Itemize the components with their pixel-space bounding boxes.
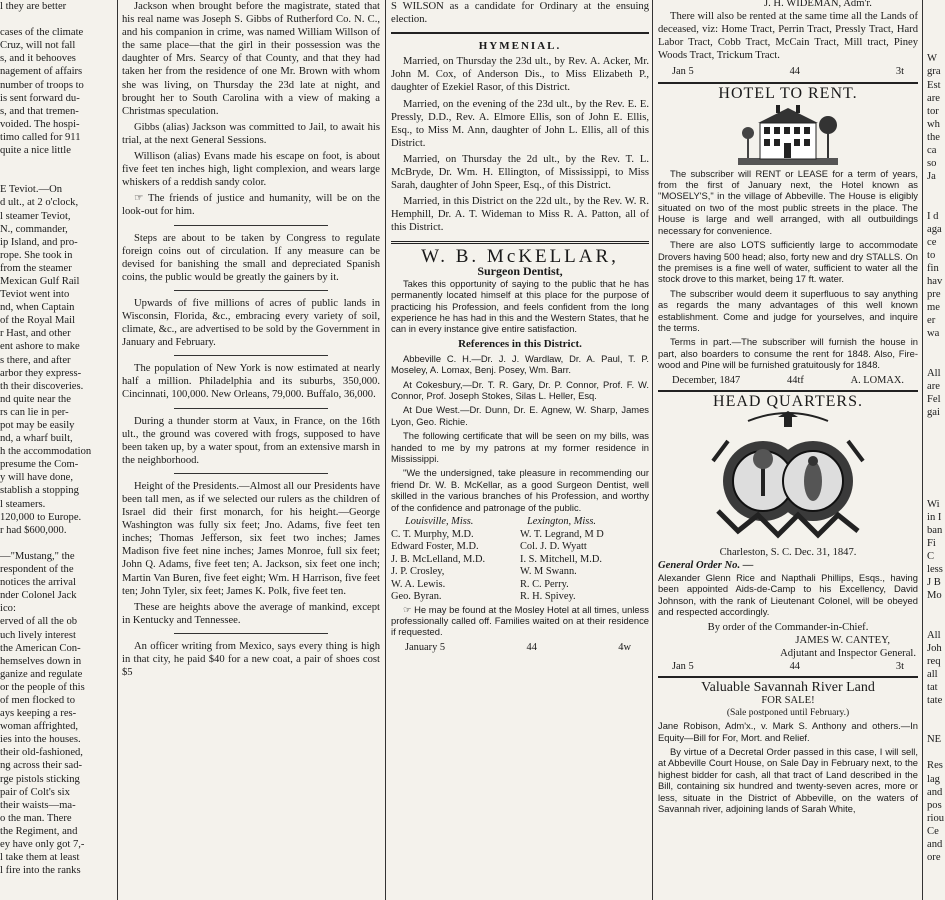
cutoff-text-line: Res	[927, 760, 943, 772]
cutoff-text-line: lag	[927, 773, 940, 785]
cutoff-text-line: l fire into the ranks	[0, 865, 81, 877]
cutoff-text-line: or the people of this	[0, 681, 85, 693]
hq-signature: JAMES W. CANTEY,	[795, 634, 890, 646]
hotel-paragraph: The subscriber will RENT or LEASE for a term of years, from the first of January next, the Hotel known as "MOSELY'S," in the village of Abbeville. The House is eligibly situated on two of the most public streets in the place. The House is large and well arranged, with all outbuildings necessary for convenience.	[658, 167, 918, 236]
cutoff-text-line: tate	[927, 694, 943, 706]
article-mexico: An officer writing from Mexico, says every thing is high in that city, he paid $40 for a new coat, a pair of shoes cost $5	[122, 640, 380, 679]
cutoff-text-line: their old-fashioned,	[0, 747, 83, 759]
signatory-name: W. A. Lewis.	[391, 578, 446, 590]
certificate-text: "We the undersigned, take pleasure in recommending our friend Dr. W. B. McKellar, as a good Surgeon Dentist, well skilled in the various branches of his Profession, and worthy of the confidence and patronage of the public.	[391, 467, 649, 513]
cutoff-text-line: fin	[927, 262, 939, 274]
hq-body: Alexander Glenn Rice and Napthali Phillips, Esqs., having been appointed Aids-de-Camp to his Excellency, David Johnson, with the rank of Lieutenant Colonel, will be obeyed and respected accordingly.	[658, 571, 918, 618]
cutoff-text-line	[927, 707, 945, 720]
signatory-name: W. M Swann.	[520, 566, 577, 578]
cutoff-text-line: voided. The hospi-	[0, 118, 80, 130]
article-frogs: During a thunder storm at Vaux, in France, on the 16th ult., the ground was covered with frogs, supposed to have been taken up, by a water spout, from an extensive marsh in the neighborhood.	[122, 415, 380, 466]
cutoff-text-line: Cruz, will not fall	[0, 40, 76, 52]
cutoff-text-line: ganize and regulate	[0, 668, 83, 680]
cutoff-text-line: the American Con-	[0, 642, 81, 654]
cutoff-text-line: req	[927, 655, 941, 667]
cutoff-text-line	[927, 720, 945, 733]
cutoff-text-line: nd quite near the	[0, 393, 71, 405]
marriage-notice: Married, on Thursday the 2d ult., by the Rev. T. L. McBryde, Dr. Wm. H. Ellington, of Mississippi, to Miss Sarah, daughter of John Speer, Esq., of this District.	[391, 153, 649, 192]
signatory-names	[391, 529, 649, 604]
column-4	[658, 0, 918, 900]
cutoff-text-line: s, and that tremen-	[0, 105, 79, 117]
footer-date: December, 1847	[672, 374, 741, 386]
cutoff-text-line: ca	[927, 145, 937, 157]
cutoff-text-line: r had $600,000.	[0, 524, 67, 536]
cutoff-text-line: ies into the houses.	[0, 734, 81, 746]
cutoff-text-line: —"Mustang," the	[0, 550, 75, 562]
divider	[391, 241, 649, 244]
cutoff-text-line: are	[927, 380, 940, 392]
cutoff-text-line: me	[927, 302, 940, 314]
cutoff-text-line: from the steamer	[0, 262, 72, 274]
cutoff-text-line: quite a nice little	[0, 145, 71, 157]
article-friends: ☞ The friends of justice and humanity, will be on the look-out for him.	[122, 193, 380, 218]
cutoff-text-line	[927, 39, 945, 52]
cutoff-text-line: NE	[927, 734, 942, 746]
dentist-footer	[391, 641, 649, 654]
cutoff-text-line: cases of the climate	[0, 27, 84, 39]
candidate-notice: S WILSON as a candidate for Ordinary at the ensuing election.	[391, 1, 649, 26]
hq-by-order: By order of the Commander-in-Chief.	[707, 621, 869, 633]
cutoff-text-line: are	[927, 92, 940, 104]
column-rule	[385, 0, 386, 900]
cutoff-text-line: th their discoveries.	[0, 380, 84, 392]
cutoff-text-line	[927, 445, 945, 458]
column-rule	[652, 0, 653, 900]
cutoff-text-line: their waists—ma-	[0, 799, 76, 811]
cutoff-text-line: 120,000 to Europe.	[0, 511, 82, 523]
cutoff-text-line: wa	[927, 328, 940, 340]
footer-date: Jan 5	[672, 66, 694, 78]
cutoff-text-line	[927, 0, 945, 13]
cutoff-text-line: ent ashore to make	[0, 341, 80, 353]
cutoff-text-line: l steamer Teviot,	[0, 210, 71, 222]
cutoff-text-line: the Regiment, and	[0, 825, 78, 837]
cutoff-text-line: wh	[927, 118, 940, 130]
column-5	[927, 0, 945, 900]
cutoff-text-line: s there, and after	[0, 354, 71, 366]
marriage-notice: Married, on the evening of the 23d ult., by the Rev. E. E. Pressly, D.D., Rev. A. Elmore Ellis, son of John E. Ellis, Esq., to Miss M. Ann, daughter of John L. Ellis, all of this District.	[391, 98, 649, 149]
cutoff-text-line	[927, 432, 945, 445]
cutoff-text-line: arbor they express-	[0, 367, 82, 379]
signatory-name: W. T. Legrand, M D	[520, 528, 604, 540]
cutoff-text-line: ey have only got 7,-	[0, 839, 85, 850]
divider	[174, 633, 329, 634]
cutoff-text-line: gra	[927, 66, 941, 78]
footer-number: 44	[789, 660, 800, 672]
marriage-notice: Married, in this District on the 22d ult., by the Rev. W. R. Hemphill, Dr. A. T. Wideman to Miss R. A. Patton, all of this District.	[391, 196, 649, 234]
article-coins: Steps are about to be taken by Congress to regulate foreign coins out of circulation. If any measure can be devised for banishing the small and depreciated Spanish coins, the public would be greatly the gainers by it.	[122, 232, 380, 283]
cutoff-text-line: in I	[927, 511, 942, 523]
divider	[658, 676, 918, 678]
cutoff-text-line: J B	[927, 577, 941, 589]
cutoff-text-line: timo called for 911	[0, 131, 81, 143]
footer-number: 44	[526, 641, 537, 653]
land-sale-subheading: FOR SALE!	[761, 695, 815, 707]
cutoff-text-line: hav	[927, 275, 943, 287]
cutoff-text-line	[927, 602, 945, 615]
cutoff-text-line	[927, 615, 945, 628]
cutoff-text-line: nd, a wharf built,	[0, 433, 73, 445]
footer-number: 44	[789, 66, 800, 78]
cutoff-text-line: the	[927, 131, 940, 143]
cutoff-text-line: W	[927, 53, 937, 65]
land-sale-case: Jane Robison, Adm'x., v. Mark S. Anthony and others.—In Equity—Bill for For, Mort. and Relief.	[658, 720, 918, 743]
signatory-name: I. S. Mitchell, M.D.	[520, 553, 602, 565]
hymenial-heading: HYMENIAL.	[478, 40, 562, 53]
article-presidents-note: These are heights above the average of mankind, except in Kentucky and Tennessee.	[122, 601, 380, 626]
cutoff-text-line: Mexican Gulf Rail	[0, 275, 80, 287]
cutoff-text-line: Ja	[927, 171, 936, 183]
cutoff-text-line	[927, 13, 945, 26]
certificate-intro: The following certificate that will be seen on my bills, was handed to me by my patrons at my former residence in Mississippi.	[391, 430, 649, 465]
signatory-name: R. C. Perry.	[520, 578, 569, 590]
cutoff-text-line: nagement of affairs	[0, 66, 83, 78]
place-louisville: Louisville, Miss.	[405, 516, 474, 528]
cutoff-text-line: E Teviot.—On	[0, 184, 63, 196]
cutoff-text-line: Joh	[927, 642, 942, 654]
cutoff-text-line: Teviot went into	[0, 289, 70, 301]
signatory-name: J. B. McLelland, M.D.	[391, 553, 486, 565]
cutoff-text-line: ip Island, and pro-	[0, 236, 78, 248]
reference-due-west: At Due West.—Dr. Dunn, Dr. E. Agnew, W. Sharp, James Lyon, Geo. Richie.	[391, 404, 649, 427]
land-sale-postponed: (Sale postponed until February.)	[726, 708, 850, 719]
cutoff-text-line	[0, 157, 113, 170]
cutoff-text-line	[927, 419, 945, 432]
divider	[658, 82, 918, 84]
signatory-places	[391, 516, 649, 529]
cutoff-text-line: ng across their sad-	[0, 760, 83, 772]
cutoff-text-line: less	[927, 564, 943, 576]
signatory-name: Edward Foster, M.D.	[391, 541, 479, 553]
cutoff-text-line: pos	[927, 799, 942, 811]
dentist-title: Surgeon Dentist,	[477, 263, 563, 278]
cutoff-text-line: h the accommodation	[0, 446, 92, 458]
marriage-notice: Married, on Thursday the 23d ult., by Rev. A. Acker, Mr. John M. Cox, of Anderson Dis., to Miss Elizabeth P., daughter of Ezekiel Rasor, of this District.	[391, 56, 649, 94]
lands-rent-notice: There will also be rented at the same time all the Lands of deceased, viz: Home Tract, Perrin Tract, Pressly Tract, Hard Labor Tract, Cobb Tract, McCain Tract, Mill tract, Piney Woods Tract, Trickum Tract.	[658, 11, 918, 62]
cutoff-text-line: Est	[927, 79, 941, 91]
cutoff-text-line: y will have done,	[0, 472, 73, 484]
hotel-footer	[658, 374, 918, 387]
place-lexington: Lexington, Miss.	[527, 516, 596, 528]
land-sale-heading: Valuable Savannah River Land	[701, 679, 875, 695]
divider	[658, 390, 918, 392]
footer-code: 3t	[895, 66, 904, 78]
footer-signature: A. LOMAX.	[850, 374, 904, 386]
cutoff-text-line: pair of Colt's six	[0, 786, 70, 798]
cutoff-text-line: nd, when Captain	[0, 302, 75, 314]
cutoff-text-line: d ult., at 2 o'clock,	[0, 197, 79, 209]
dentist-closing: ☞ He may be found at the Mosley Hotel at all times, unless professionally called off. Families waited on at their residence if requested.	[391, 603, 649, 638]
cutoff-text-line: I d	[927, 210, 939, 222]
cutoff-text-line	[0, 13, 113, 26]
cutoff-text-line: ays keeping a res-	[0, 708, 77, 720]
article-gibbs: Gibbs (alias) Jackson was committed to Jail, to await his trial, at the next General Sessions.	[122, 121, 380, 146]
cutoff-text-line: All	[927, 367, 941, 379]
hotel-paragraph: There are also LOTS sufficiently large to accommodate Drovers having 500 head; also, forty new and dry STALLS. On the premises is a fine well of water, sufficient to water all the stock drove to this market, being 17 ft. water.	[658, 239, 918, 285]
cutoff-text-line	[927, 458, 945, 471]
cutoff-text-line: and	[927, 839, 943, 850]
cutoff-text-line: ban	[927, 524, 943, 536]
column-rule	[117, 0, 118, 900]
administrator-signature: J. H. WIDEMAN, Adm'r.	[764, 0, 872, 9]
divider	[174, 290, 329, 291]
cutoff-text-line: N., commander,	[0, 223, 68, 235]
cutoff-text-line: rge pistols sticking	[0, 773, 80, 785]
footer-date: January 5	[405, 641, 446, 653]
cutoff-text-line: so	[927, 158, 937, 170]
cutoff-text-line	[927, 196, 945, 209]
footer-date: Jan 5	[672, 660, 694, 672]
cutoff-text-line: aga	[927, 223, 942, 235]
signatory-name: Col. J. D. Wyatt	[520, 541, 587, 553]
cutoff-text-line: Fel	[927, 393, 941, 405]
hotel-terms: Terms in part.—The subscriber will furnish the house in part, also boarders to consume the rent for 1848. Also, Fire-wood and Pine will be furnished gratuitously for 1848.	[658, 336, 918, 371]
cutoff-text-line: number of troops to	[0, 79, 84, 91]
cutoff-text-line: gai	[927, 406, 940, 418]
cutoff-text-line	[927, 354, 945, 367]
cutoff-text-line: Wi	[927, 498, 940, 510]
cutoff-text-line: l steamers.	[0, 498, 46, 510]
cutoff-text-line: notices the arrival	[0, 577, 76, 589]
cutoff-text-line: Fi	[927, 537, 936, 549]
head-quarters-heading: HEAD QUARTERS.	[713, 392, 863, 410]
column-rule	[922, 0, 923, 900]
article-jackson: Jackson when brought before the magistrate, stated that his real name was Joseph S. Gibbs of Rutherford Co. N. C., and his companion in crime, was named William Willson of the same place—that the girl in their possession was the daughter of Mrs. Searcy of that County, and that they had taken her from the residence of one Mr. Brown with whom she was living, on Thursday the 23d late at night, and brought her to South Carolina with a view of making a Christmas speculation.	[122, 1, 380, 117]
cutoff-text-line: nder Colonel Jack	[0, 590, 77, 602]
dentist-name: W. B. McKELLAR,	[421, 245, 619, 267]
cutoff-text-line: Mo	[927, 590, 942, 602]
cutoff-text-line: Ce	[927, 825, 939, 837]
footer-code: 44tf	[787, 374, 804, 386]
cutoff-text-line: of the Royal Mail	[0, 315, 76, 327]
column-1	[0, 0, 113, 900]
cutoff-text-line: pre	[927, 289, 941, 301]
cutoff-text-line	[927, 471, 945, 484]
article-population: The population of New York is now estimated at nearly half a million. Philadelphia and its suburbs, 350,000. Cincinnati, 100,000. New Orleans, 79,000. Buffalo, 36,000.	[122, 363, 380, 401]
cutoff-text-line	[927, 183, 945, 196]
footer-code: 4w	[618, 641, 631, 653]
article-public-lands: Upwards of five millions of acres of public lands in Wisconsin, Florida, &c., embracing every variety of soil, climate, &c., are advertised to be sold by the Government in January and February.	[122, 297, 380, 349]
hotel-paragraph: The subscriber would deem it superfluous to say anything as regards the many advantages of this well known establishment. Come and judge for yourselves, and inquire the terms.	[658, 287, 918, 333]
cutoff-text-line: hemselves down in	[0, 655, 82, 667]
cutoff-text-line	[927, 340, 945, 353]
cutoff-text-line: erved of all the ob	[0, 616, 78, 628]
cutoff-text-line: er	[927, 315, 936, 327]
cutoff-text-line: s, and it behooves	[0, 53, 76, 65]
cutoff-text-line: C	[927, 550, 935, 562]
cutoff-text-line: ce	[927, 236, 937, 248]
divider	[174, 408, 329, 409]
divider	[174, 225, 329, 226]
hq-general-order: General Order No. —	[658, 559, 754, 571]
cutoff-text-line: to	[927, 249, 936, 261]
cutoff-text-line: of men flocked to	[0, 694, 76, 706]
cutoff-text-line: woman affrighted,	[0, 721, 79, 733]
dentist-body: Takes this opportunity of saying to the public that he has permanently located himself at this place for the purpose of practicing his Profession, and feels confident from the long experience he has had in this and the Western States, that he can in every instance give entire satisfaction.	[391, 277, 649, 335]
cutoff-text-line	[927, 746, 945, 759]
hq-signature-title: Adjutant and Inspector General.	[780, 647, 916, 659]
cutoff-text-line: and	[927, 786, 943, 798]
cutoff-text-line: r Hast, and other	[0, 328, 71, 340]
references-heading: References in this District.	[458, 337, 582, 350]
cutoff-text-line: respondent of the	[0, 564, 74, 576]
hq-footer	[658, 660, 918, 673]
divider	[174, 355, 329, 356]
cutoff-text-line: ico:	[0, 603, 16, 615]
signatory-name: R. H. Spivey.	[520, 591, 576, 603]
article-willison: Willison (alias) Evans made his escape on foot, is about five feet ten inches high, light complexion, and wears large whiskers of a reddish sandy color.	[122, 151, 380, 189]
state-seal-illustration	[708, 411, 868, 543]
signatory-name: Geo. Byran.	[391, 591, 442, 603]
cutoff-text-line: is sent forward du-	[0, 92, 80, 104]
cutoff-text-line: tor	[927, 105, 939, 117]
cutoff-text-line: ore	[927, 852, 941, 864]
cutoff-text-line: all	[927, 668, 938, 680]
hotel-heading: HOTEL TO RENT.	[718, 84, 858, 102]
cutoff-text-line	[0, 170, 113, 183]
cutoff-text-line: o the man. There	[0, 812, 72, 824]
cutoff-text-line: pot may be easily	[0, 420, 75, 431]
cutoff-text-line: All	[927, 629, 941, 641]
footer-code: 3t	[895, 660, 904, 672]
cutoff-text-line: rs can lie in per-	[0, 406, 69, 418]
cutoff-text-line: tat	[927, 681, 938, 693]
hotel-illustration	[738, 103, 838, 165]
divider	[391, 32, 649, 34]
reference-cokesbury: At Cokesbury,—Dr. T. R. Gary, Dr. P. Connor, Prof. F. W. Connor, Prof. Joseph Stokes, Silas L. Heller, Esq.	[391, 378, 649, 402]
cutoff-text-line	[927, 484, 945, 497]
signatory-name: J. P. Crosley,	[391, 566, 445, 578]
cutoff-text-line: rope. She took in	[0, 249, 73, 261]
hq-place-date: Charleston, S. C. Dec. 31, 1847.	[719, 546, 857, 558]
divider	[174, 473, 329, 474]
land-sale-body: By virtue of a Decretal Order passed in this case, I will sell, at Abbeville Court House, on Sale Day in February next, to the highest bidder for cash, all that tract of Land described in the Bill, containing six hundred and twenty-seven acres, more or less, situate in the District of Abbeville, on the waters of Savannah river, adjoining lands of Sarah White,	[658, 746, 918, 815]
cutoff-text-line: uch lively interest	[0, 629, 76, 641]
cutoff-text-line: presume the Com-	[0, 459, 79, 471]
signatory-name: C. T. Murphy, M.D.	[391, 528, 474, 540]
cutoff-text-line	[927, 26, 945, 39]
reference-abbeville: Abbeville C. H.—Dr. J. J. Wardlaw, Dr. A. Paul, T. P. Moseley, A. Lomax, Benj. Posey, Wm. Barr.	[391, 352, 649, 376]
cutoff-text-line: l take them at least	[0, 852, 80, 864]
cutoff-text-line: l they are better	[0, 1, 67, 12]
column-3	[391, 0, 649, 900]
column-2	[122, 0, 380, 900]
cutoff-text-line: stablish a stopping	[0, 485, 79, 497]
lands-footer	[658, 65, 918, 78]
cutoff-text-line	[0, 537, 113, 550]
cutoff-text-line: riou	[927, 812, 945, 824]
article-presidents: Height of the Presidents.—Almost all our Presidents have been tall men, as if we selected our rulers as the children of Israel did their first monarch, for his height.—George Washington was fully six feet; Jno. Adams, five feet ten inches; Thomas Jefferson, six feet two inches; James Madison five feet nine inches; James Monroe, full six feet; John Q. Adams, five feet ten; A. Jackson, six feet one inch; Martin Van Buren, five feet eight; Wm. H Harrison, five feet ten; John Tyler, six feet; James K. Polk, five feet ten.	[122, 480, 380, 597]
